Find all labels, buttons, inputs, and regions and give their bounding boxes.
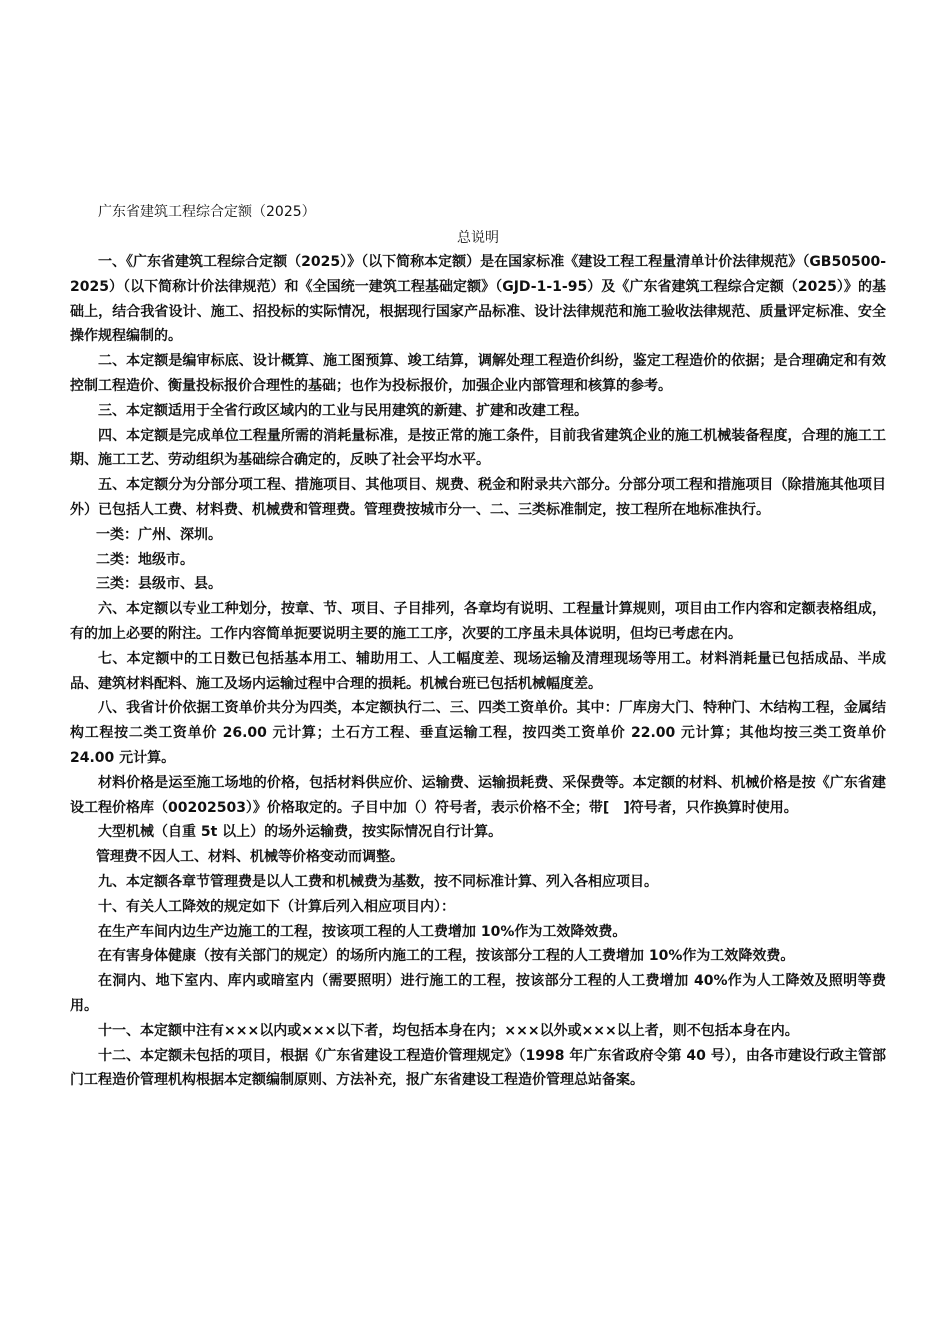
document-page [70, 200, 886, 1093]
paragraph-11: 十一、本定额中注有×××以内或×××以下者，均包括本身在内；×××以外或×××以上者，则不包括本身在内。 [98, 1022, 799, 1039]
large-machinery-note: 大型机械（自重 5t 以上）的场外运输费，按实际情况自行计算。 [98, 824, 503, 841]
category-3: 三类：县级市、县。 [96, 576, 222, 593]
management-fee-note: 管理费不因人工、材料、机械等价格变动而调整。 [96, 849, 404, 866]
category-2: 二类：地级市。 [96, 551, 194, 568]
paragraph-5: 五、本定额分为分部分项工程、措施项目、其他项目、规费、税金和附录共六部分。分部分项工程和措施项目（除措施其他项目外）已包括人工费、材料费、机械费和管理费。管理费按城市分一、二、三类标准制定，按工程所在地标准执行。 [70, 477, 886, 518]
paragraph-7: 七、本定额中的工日数已包括基本用工、辅助用工、人工幅度差、现场运输及清理现场等用工。材料消耗量已包括成品、半成品、建筑材料配料、施工及场内运输过程中合理的损耗。机械台班已包括机械幅度差。 [70, 650, 886, 692]
efficiency-rule-3: 在洞内、地下室内、库内或暗室内（需要照明）进行施工的工程，按该部分工程的人工费增加 40%作为人工降效及照明等费用。 [70, 973, 886, 1014]
paragraph-9: 九、本定额各章节管理费是以人工费和机械费为基数，按不同标准计算、列入各相应项目。 [98, 873, 658, 890]
paragraph-4: 四、本定额是完成单位工程量所需的消耗量标准，是按正常的施工条件，目前我省建筑企业的施工机械装备程度，合理的施工工期、施工工艺、劳动组织为基础综合确定的，反映了社会平均水平。 [70, 427, 886, 469]
paragraph-3: 三、本定额适用于全省行政区域内的工业与民用建筑的新建、扩建和改建工程。 [98, 402, 588, 419]
paragraph-1: 一、《广东省建筑工程综合定额（2025）》（以下简称本定额）是在国家标准《建设工程工程量清单计价法律规范》（GB50500-2025）（以下简称计价法律规范）和《全国统一建筑工程基础定额》（GJD-1-1-95）及《广东省建筑工程综合定额（2025）》的基础上，结合我省设计、施工、招投标的实际情况，根据现行国家产品标准、设计法律规范和施工验收法律规范、质量评定标准、安全操作规程编制的。 [70, 254, 886, 345]
paragraph-2: 二、本定额是编审标底、设计概算、施工图预算、竣工结算，调解处理工程造价纠纷，鉴定工程造价的依据；是合理确定和有效控制工程造价、衡量投标报价合理性的基础；也作为投标报价，加强企业内部管理和核算的参考。 [70, 353, 886, 394]
efficiency-rule-2: 在有害身体健康（按有关部门的规定）的场所内施工的工程，按该部分工程的人工费增加 10%作为工效降效费。 [98, 948, 795, 965]
category-1: 一类：广州、深圳。 [96, 526, 222, 543]
paragraph-6: 六、本定额以专业工种划分，按章、节、项目、子目排列，各章均有说明、工程量计算规则，项目由工作内容和定额表格组成，有的加上必要的附注。工作内容简单扼要说明主要的施工工序，次要的工序虽未具体说明，但均已考虑在内。 [70, 601, 886, 642]
efficiency-rule-1: 在生产车间内边生产边施工的工程，按该项工程的人工费增加 10%作为工效降效费。 [98, 923, 627, 940]
document-subtitle: 总说明 [457, 230, 499, 246]
paragraph-12: 十二、本定额未包括的项目，根据《广东省建设工程造价管理规定》（1998 年广东省政府令第 40 号），由各市建设行政主管部门工程造价管理机构根据本定额编制原则、方法补充，报广东省建设工程造价管理总站备案。 [70, 1047, 886, 1089]
paragraph-8: 八、我省计价依据工资单价共分为四类，本定额执行二、三、四类工资单价。其中：厂库房大门、特种门、木结构工程，金属结构工程按二类工资单价 26.00 元计算；土石方工程、垂直运输工程，按四类工资单价 22.00 元计算；其他均按三类工资单价 24.00 元计算。 [70, 700, 886, 766]
document-title: 广东省建筑工程综合定额（2025） [98, 204, 316, 220]
material-price-note: 材料价格是运至施工场地的价格，包括材料供应价、运输费、运输损耗费、采保费等。本定额的材料、机械价格是按《广东省建设工程价格库（00202503）》价格取定的。子目中加（）符号者，表示价格不全；带[ ]符号者，只作换算时使用。 [70, 774, 886, 816]
paragraph-10: 十、有关人工降效的规定如下（计算后列入相应项目内）： [98, 898, 455, 915]
